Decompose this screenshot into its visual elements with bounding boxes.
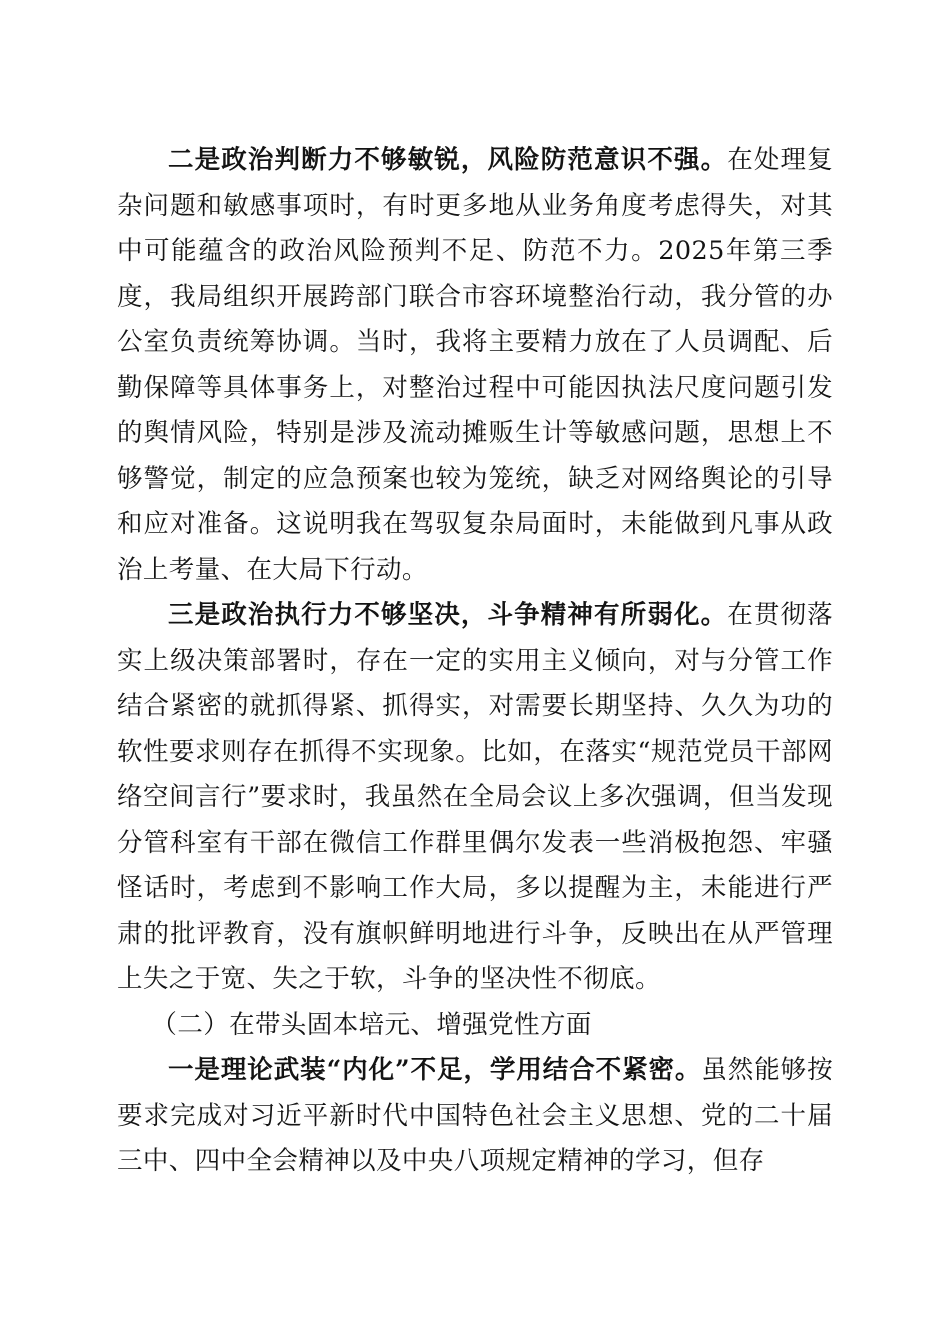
section-heading: （二）在带头固本培元、增强党性方面: [151, 1009, 592, 1040]
paragraph-theory-study: [117, 1048, 833, 1185]
paragraph-lead: 三是政治执行力不够坚决，斗争精神有所弱化。: [168, 600, 728, 630]
paragraph-lead: 二是政治判断力不够敏锐，风险防范意识不强。: [168, 145, 728, 175]
paragraph-political-execution: [117, 593, 833, 1003]
paragraph-political-judgment: [117, 138, 833, 593]
paragraph-body: 虽然能够按要求完成对习近平新时代中国特色社会主义思想、党的二十届三中、四中全会精神以及中央八项规定精神的学习，但存: [117, 1055, 833, 1176]
paragraph-body: 在处理复杂问题和敏感事项时，有时更多地从业务角度考虑得失，对其中可能蕴含的政治风险预判不足、防范不力。2025年第三季度，我局组织开展跨部门联合市容环境整治行动，我分管的办公室负责统筹协调。当时，我将主要精力放在了人员调配、后勤保障等具体事务上，对整治过程中可能因执法尺度问题引发的舆情风险，特别是涉及流动摊贩生计等敏感问题，思想上不够警觉，制定的应急预案也较为笼统，缺乏对网络舆论的引导和应对准备。这说明我在驾驭复杂局面时，未能做到凡事从政治上考量、在大局下行动。: [117, 145, 833, 585]
document-page: [117, 138, 833, 1185]
paragraph-lead: 一是理论武装“内化”不足，学用结合不紧密。: [168, 1055, 702, 1085]
paragraph-body: 在贯彻落实上级决策部署时，存在一定的实用主义倾向，对与分管工作结合紧密的就抓得紧、抓得实，对需要长期坚持、久久为功的软性要求则存在抓得不实现象。比如，在落实“规范党员干部网络空间言行”要求时，我虽然在全局会议上多次强调，但当发现分管科室有干部在微信工作群里偶尔发表一些消极抱怨、牢骚怪话时，考虑到不影响工作大局，多以提醒为主，未能进行严肃的批评教育，没有旗帜鲜明地进行斗争，反映出在从严管理上失之于宽、失之于软，斗争的坚决性不彻底。: [117, 600, 833, 994]
